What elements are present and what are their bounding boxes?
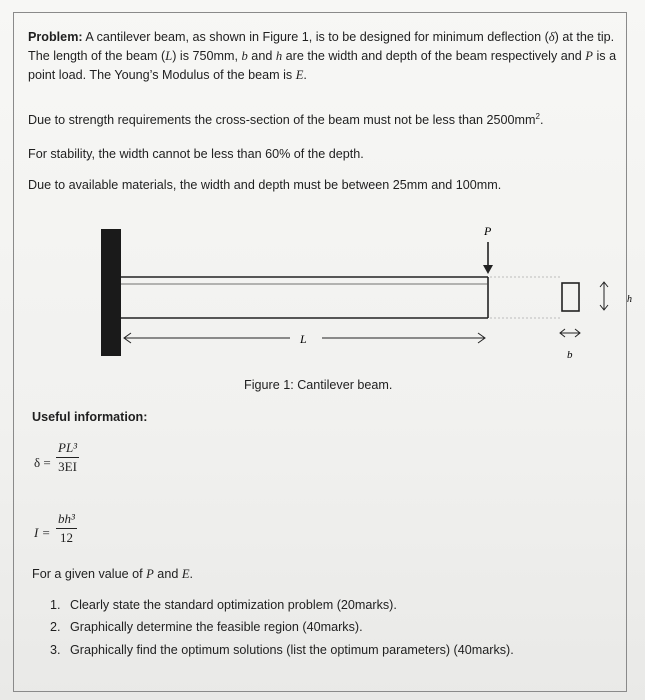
given-text: and: [153, 567, 182, 581]
question-text: Graphically find the optimum solutions (list the optimum parameters) (40marks).: [70, 643, 514, 657]
figure-caption: Figure 1: Cantilever beam.: [244, 378, 393, 392]
question-number: 2.: [50, 620, 61, 634]
inertia-denominator: 12: [59, 530, 73, 545]
question-item: [50, 620, 363, 634]
strength-text: .: [539, 113, 544, 128]
question-item: [50, 643, 514, 657]
question-number: 3.: [50, 643, 61, 657]
depth-symbol: h: [275, 49, 283, 63]
useful-info-heading: Useful information:: [32, 410, 148, 424]
inertia-numerator: bh³: [56, 511, 77, 529]
modulus-symbol: E: [295, 68, 304, 82]
question-text: Graphically determine the feasible region (40marks).: [70, 620, 363, 634]
deflection-fraction: [56, 440, 79, 475]
deflection-numerator: PL³: [56, 440, 79, 458]
depth-label: h: [627, 294, 632, 305]
problem-text: ) is 750mm,: [172, 49, 242, 63]
length-label: L: [300, 332, 307, 346]
problem-text: is a point load. The Young’s Modulus of the beam is: [28, 49, 617, 82]
load-label: P: [484, 224, 492, 238]
load-symbol: P: [585, 49, 593, 63]
stability-constraint: For stability, the width cannot be less than 60% of the depth.: [28, 147, 364, 161]
question-item: [50, 598, 397, 612]
load-symbol: P: [146, 567, 154, 581]
width-symbol: b: [241, 49, 248, 63]
given-text: For a given value of: [32, 567, 147, 581]
question-text: Clearly state the standard optimization problem (20marks).: [70, 598, 397, 612]
inertia-lhs: I =: [34, 525, 51, 540]
problem-text: are the width and depth of the beam respectively and: [282, 49, 586, 63]
problem-text: and: [247, 49, 276, 63]
cross-section-box: [562, 283, 579, 311]
materials-constraint: Due to available materials, the width and depth must be between 25mm and 100mm.: [28, 178, 502, 192]
fixed-support-wall: [101, 229, 121, 356]
given-values-line: [32, 567, 193, 582]
given-text: .: [189, 567, 194, 581]
problem-text: .: [303, 68, 307, 82]
question-number: 1.: [50, 598, 61, 612]
inertia-fraction: [56, 511, 77, 546]
strength-text: Due to strength requirements the cross-section of the beam must not be less than 2500mm: [28, 113, 536, 128]
modulus-symbol: E: [181, 567, 190, 581]
problem-label: Problem:: [28, 30, 83, 44]
width-label: b: [567, 349, 573, 361]
delta-symbol: δ: [548, 30, 555, 44]
deflection-lhs: δ =: [34, 455, 51, 470]
load-arrow-head: [483, 265, 493, 274]
length-symbol: L: [165, 49, 173, 63]
superscript: 2: [535, 112, 540, 121]
problem-text: ) at the tip. The length of the beam (: [28, 30, 615, 63]
problem-text: A cantilever beam, as shown in Figure 1, is to be designed for minimum deflection (: [82, 30, 549, 44]
deflection-denominator: 3EI: [58, 459, 77, 474]
